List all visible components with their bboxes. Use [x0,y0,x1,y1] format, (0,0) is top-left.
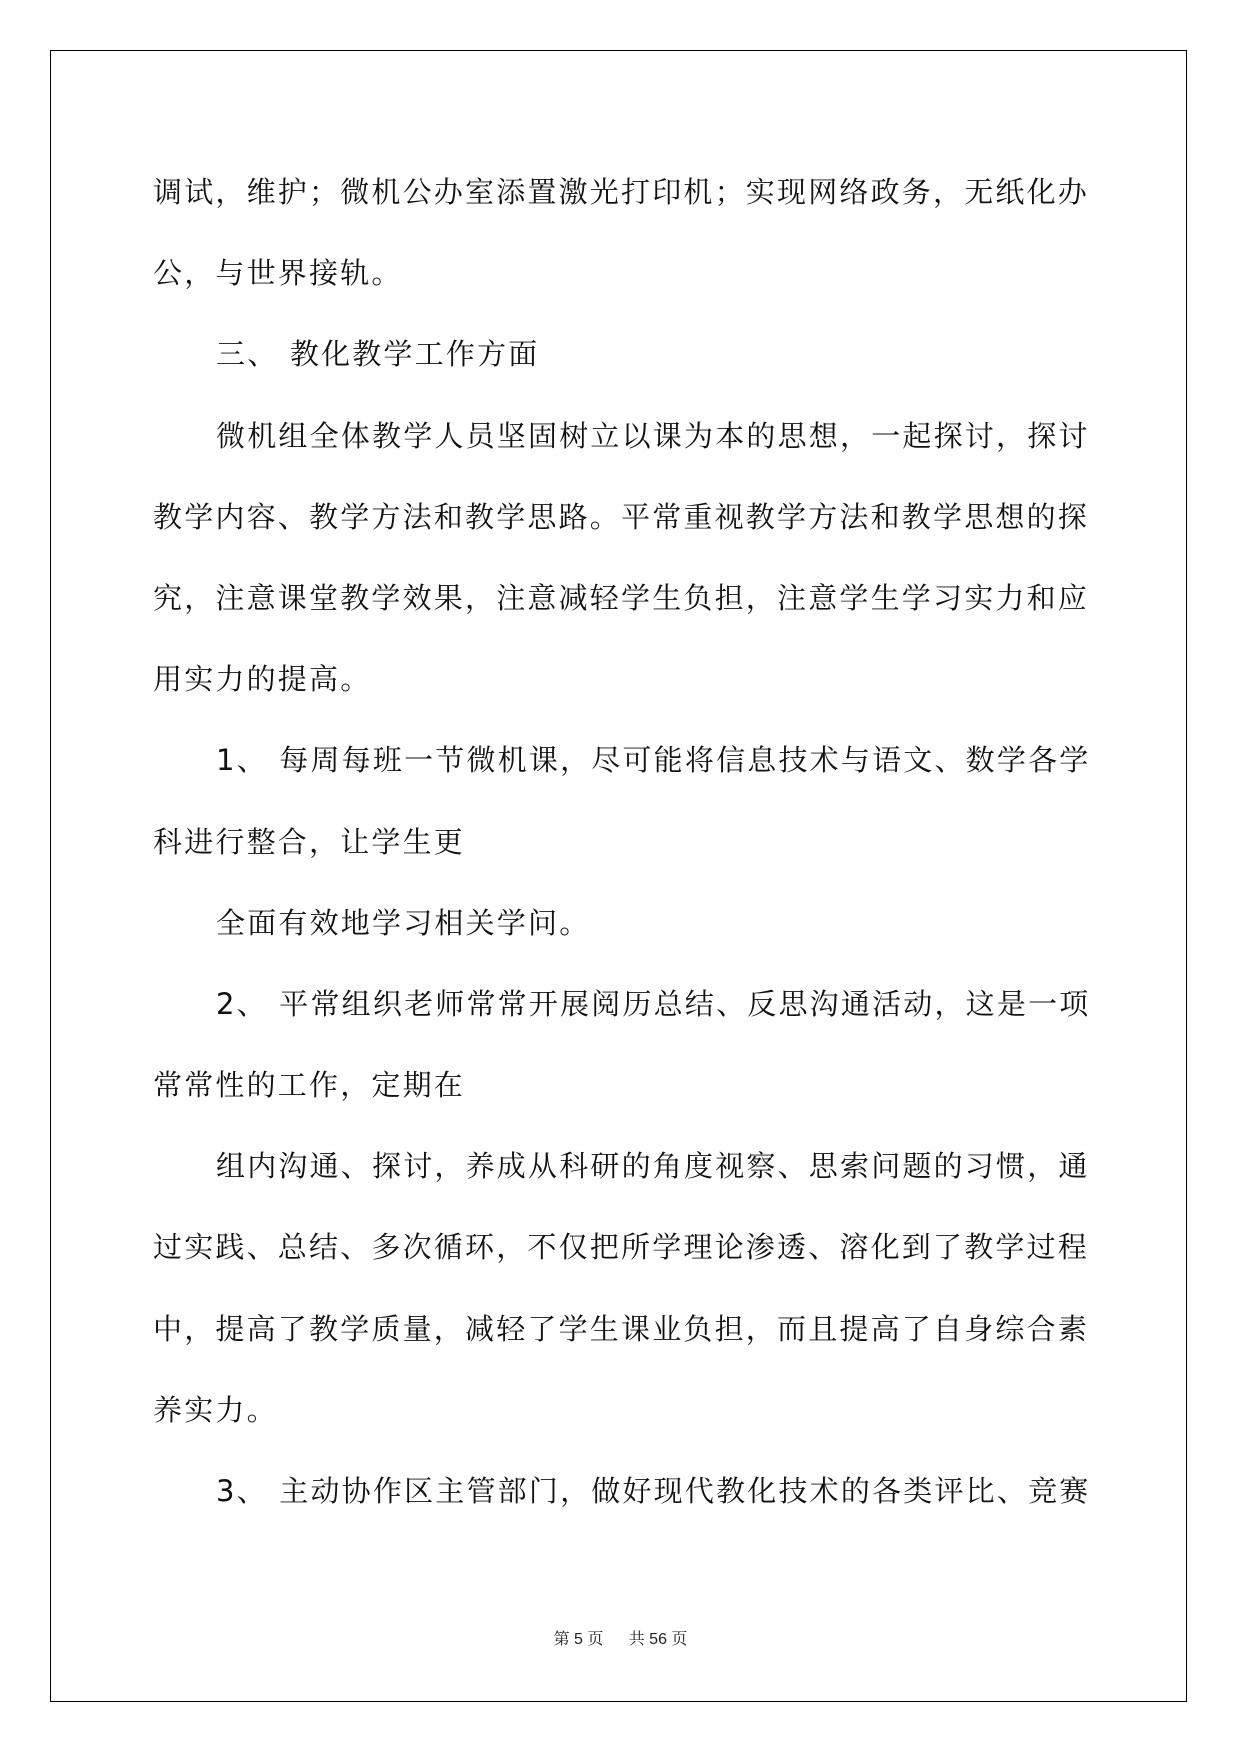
text-line: 教学内容、教学方法和教学思路。平常重视教学方法和教学思想的探 [153,499,1090,534]
document-body [153,168,1113,1548]
text-line: 公，与世界接轨。 [153,256,403,291]
text-line: 养实力。 [153,1392,278,1427]
text-line: 究，注意课堂教学效果，注意减轻学生负担，注意学生学习实力和应 [153,580,1090,615]
footer-spacer [614,1631,618,1648]
page-number: 第 5 页 [553,1631,604,1648]
text-line: 中，提高了教学质量，减轻了学生课业负担，而且提高了自身综合素 [153,1311,1090,1346]
text-line: 全面有效地学习相关学问。 [216,905,591,940]
text-line: 三、 教化教学工作方面 [216,337,540,372]
text-line: 2、 平常组织老师常常开展阅历总结、反思沟通活动，这是一项 [216,986,1091,1021]
text-line: 3、 主动协作区主管部门，做好现代教化技术的各类评比、竞赛 [216,1474,1091,1508]
text-line: 用实力的提高。 [153,662,372,697]
text-line: 常常性的工作，定期在 [153,1068,466,1103]
text-line: 调试，维护；微机公办室添置激光打印机；实现网络政务，无纸化办 [153,175,1090,209]
page-footer [0,1626,1241,1649]
text-line: 组内沟通、探讨，养成从科研的角度视察、思索问题的习惯，通 [216,1149,1090,1184]
text-line: 微机组全体教学人员坚固树立以课为本的思想，一起探讨，探讨 [216,418,1090,453]
text-line: 过实践、总结、多次循环，不仅把所学理论渗透、溶化到了教学过程 [153,1230,1090,1265]
text-line: 科进行整合，让学生更 [153,824,466,859]
page-total: 共 56 页 [628,1631,688,1648]
text-line: 1、 每周每班一节微机课，尽可能将信息技术与语文、数学各学 [216,743,1091,778]
